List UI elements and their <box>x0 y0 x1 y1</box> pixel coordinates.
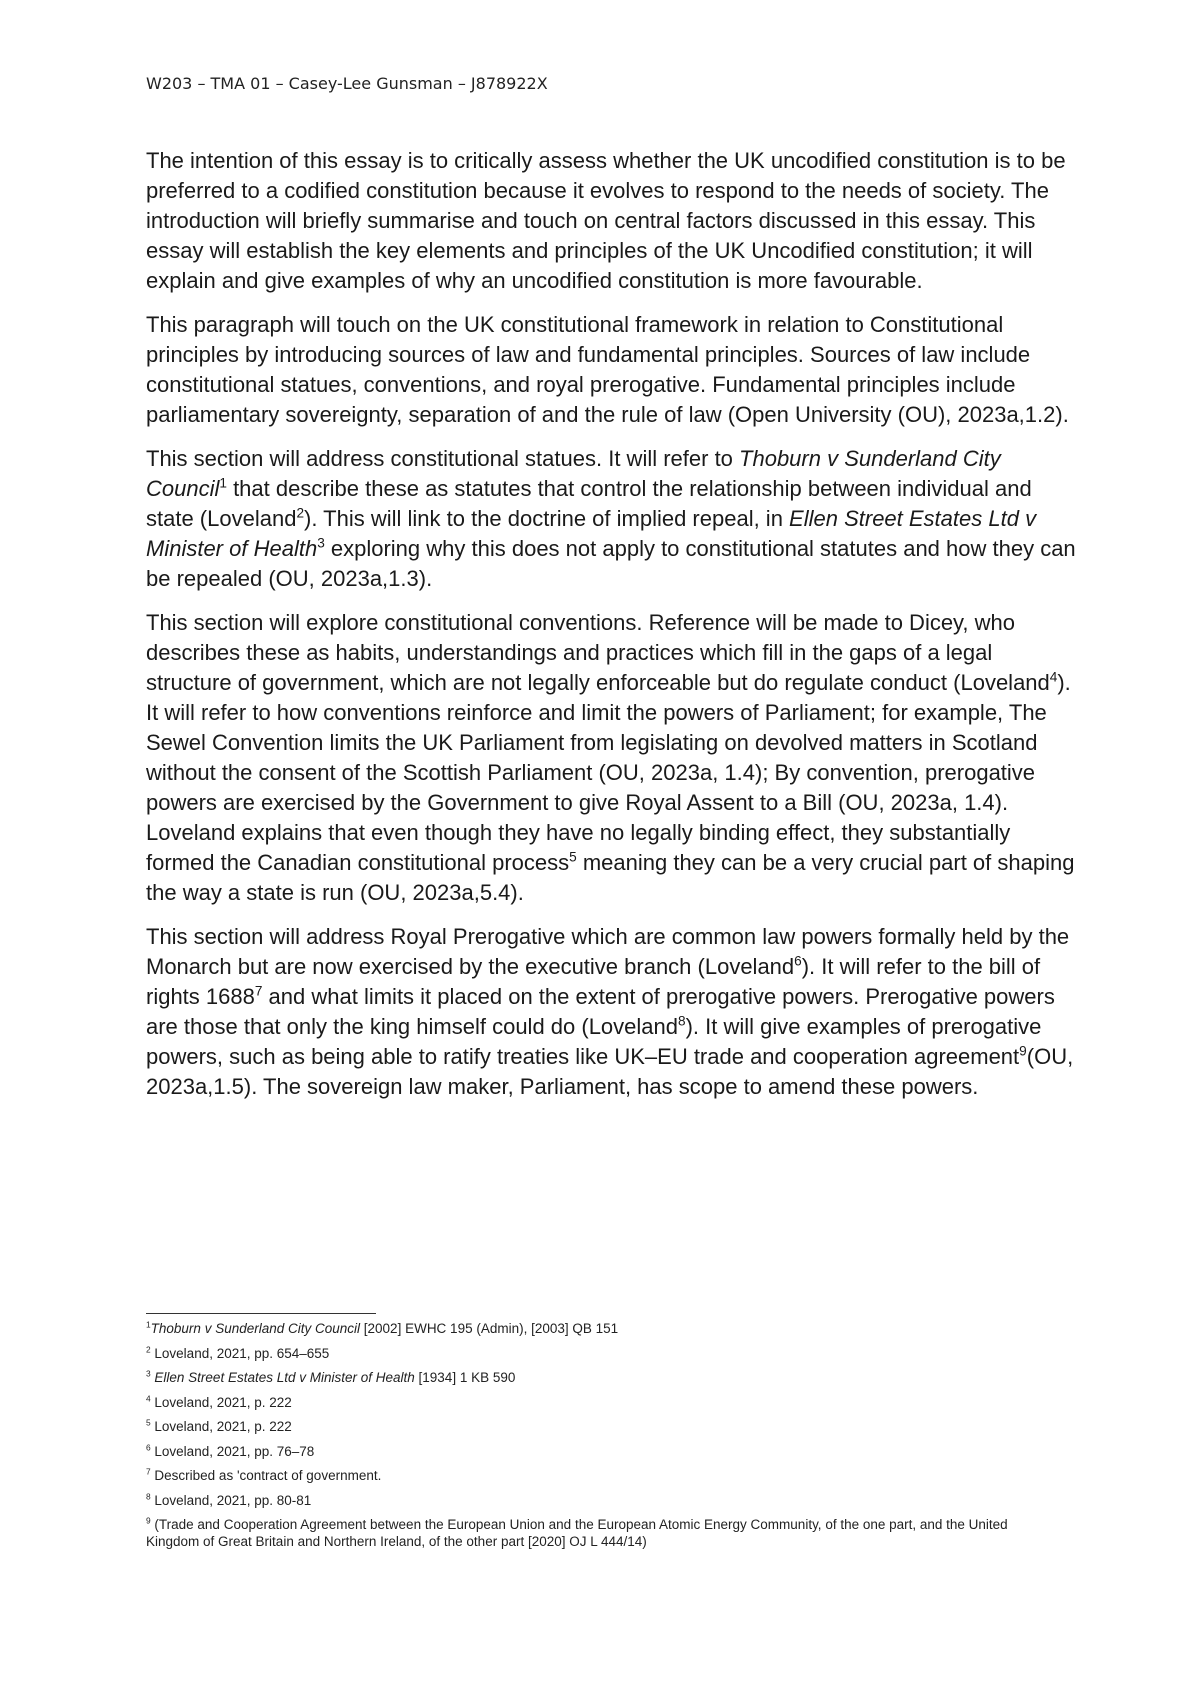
footnote-ref[interactable]: 3 <box>317 535 325 551</box>
text-span: ). It will refer to how conventions reinforce and limit the powers of Parliament; for example, The Sewel Convention limits the UK Parliament from legislating on devolved matters in Scotland without the consent of the Scottish Parliament (OU, 2023a, 1.4); By convention, prerogative powers are exercised by the Government to give Royal Assent to a Bill (OU, 2023a, 1.4). Loveland explains that even though they have no legally binding effect, they substantially formed the Canadian constitutional process <box>146 670 1071 875</box>
footnote-ref[interactable]: 5 <box>569 849 577 865</box>
footnote-number: 5 <box>146 1417 151 1428</box>
text-span: This section will explore constitutional conventions. Reference will be made to Dicey, who describes these as habits, understandings and practices which fill in the gaps of a legal structure of government, which are not legally enforceable but do regulate conduct (Loveland <box>146 610 1050 695</box>
footnote-item <box>146 1320 1061 1337</box>
footnote-text: Loveland, 2021, p. 222 <box>150 1419 292 1434</box>
footnote-item <box>146 1516 1061 1550</box>
footnote-item <box>146 1369 1061 1386</box>
footnote-text: [2002] EWHC 195 (Admin), [2003] QB 151 <box>360 1321 619 1336</box>
footnote-number: 1 <box>146 1319 151 1330</box>
footnote-text: [1934] 1 KB 590 <box>414 1370 516 1385</box>
footnote-item <box>146 1492 1061 1509</box>
paragraph-prerogative <box>146 922 1076 1102</box>
text-span: This section will address constitutional statues. It will refer to <box>146 446 740 471</box>
text-span: and what limits it placed on the extent of prerogative powers. Prerogative powers are those that only the king himself could do (Loveland <box>146 984 1055 1039</box>
footnote-number: 6 <box>146 1442 151 1452</box>
text-span: (OU, 2023a,1.5). The sovereign law maker, Parliament, has scope to amend these powers. <box>146 1044 1074 1099</box>
text-span: ). This will link to the doctrine of implied repeal, in <box>304 506 790 531</box>
text-span: meaning they can be a very crucial part of shaping the way a state is run (OU, 2023a,5.4). <box>146 850 1075 905</box>
case-name: Thoburn v Sunderland City Council <box>146 446 1001 501</box>
footnote-text: Loveland, 2021, pp. 80-81 <box>150 1492 312 1508</box>
footnote-item <box>146 1345 1061 1362</box>
footnote-ref[interactable]: 4 <box>1049 669 1058 685</box>
case-name: Ellen Street Estates Ltd v Minister of Health <box>150 1370 415 1385</box>
footnotes <box>146 1320 1061 1558</box>
paragraph-conventions <box>146 608 1076 908</box>
footnote-text: Described as 'contract of government. <box>150 1468 382 1483</box>
footnote-item <box>146 1394 1061 1411</box>
footnote-text: Loveland, 2021, p. 222 <box>150 1394 292 1410</box>
footnote-item <box>146 1443 1061 1460</box>
footnote-number: 8 <box>146 1491 151 1501</box>
footnote-number: 3 <box>146 1368 151 1379</box>
case-name: Ellen Street Estates Ltd v Minister of Health <box>146 506 1037 561</box>
footnote-number: 9 <box>146 1515 151 1526</box>
text-span: exploring why this does not apply to constitutional statutes and how they can be repealed (OU, 2023a,1.3). <box>146 536 1076 591</box>
footnote-number: 4 <box>146 1393 151 1403</box>
paragraph-statutes <box>146 444 1076 594</box>
footnote-ref[interactable]: 8 <box>678 1013 686 1029</box>
essay-body <box>146 146 1076 1116</box>
footnote-text: Loveland, 2021, pp. 76–78 <box>150 1443 315 1459</box>
footnote-ref[interactable]: 1 <box>219 475 227 491</box>
text-span: ). It will give examples of prerogative powers, such as being able to ratify treaties like UK–EU trade and cooperation agreement <box>146 1014 1042 1069</box>
text-span: This section will address Royal Prerogative which are common law powers formally held by the Monarch but are now exercised by the executive branch (Loveland <box>146 924 1070 979</box>
text-span: ). It will refer to the bill of rights 1688 <box>146 954 1041 1009</box>
footnote-number: 2 <box>146 1344 151 1354</box>
footnote-item <box>146 1418 1061 1435</box>
footnote-number: 7 <box>146 1466 151 1477</box>
paragraph-framework: This paragraph will touch on the UK constitutional framework in relation to Constitutional principles by introducing sources of law and fundamental principles. Sources of law include constitutional statues, conventions, and royal prerogative. Fundamental principles include parliamentary sovereignty, separation of and the rule of law (Open University (OU), 2023a,1.2). <box>146 312 1069 427</box>
footnote-item <box>146 1467 1061 1484</box>
footnote-divider <box>146 1313 376 1314</box>
footnote-ref[interactable]: 6 <box>794 953 802 969</box>
footnote-text: Loveland, 2021, pp. 654–655 <box>150 1345 330 1361</box>
footnote-ref[interactable]: 7 <box>254 983 263 999</box>
footnote-ref[interactable]: 2 <box>296 505 305 521</box>
case-name: Thoburn v Sunderland City Council <box>150 1321 361 1336</box>
footnote-text: (Trade and Cooperation Agreement between the European Union and the European Atomic Energy Community, of the one part, and the United Kingdom of Great Britain and Northern Ireland, of the other part [2020] OJ L 444/14) <box>146 1517 1008 1549</box>
text-span: that describe these as statutes that control the relationship between individual and state (Loveland <box>146 476 1032 531</box>
footnote-ref[interactable]: 9 <box>1019 1043 1027 1059</box>
paragraph-introduction: The intention of this essay is to critically assess whether the UK uncodified constitution is to be preferred to a codified constitution because it evolves to respond to the needs of society. The introduction will briefly summarise and touch on central factors discussed in this essay. This essay will establish the key elements and principles of the UK Uncodified constitution; it will explain and give examples of why an uncodified constitution is more favourable. <box>146 148 1066 293</box>
page-header: W203 – TMA 01 – Casey-Lee Gunsman – J878922X <box>146 74 548 93</box>
